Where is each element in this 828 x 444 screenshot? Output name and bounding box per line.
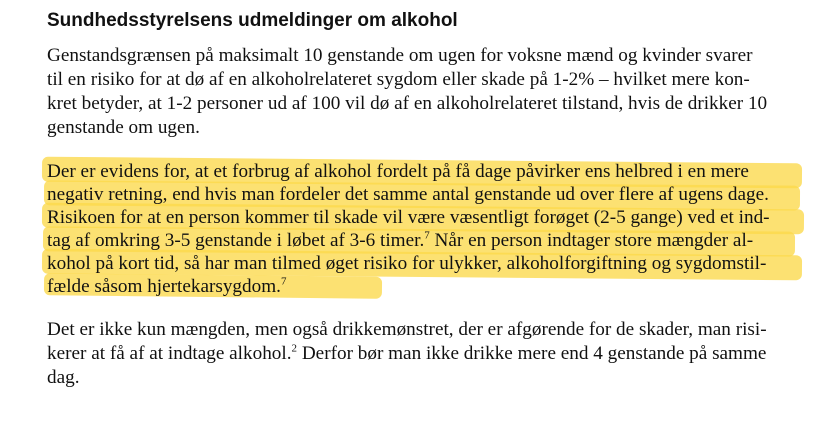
text-line: Risikoen for at en person kommer til skade vil være væsentligt forøget (2-5 gange) ved et ind-: [47, 207, 770, 228]
text-segment: Derfor bør man ikke drikke mere end 4 genstande på samme: [297, 343, 767, 364]
footnote-ref-7[interactable]: 7: [424, 229, 430, 242]
text-line: genstande om ugen.: [47, 117, 200, 138]
text-line: dag.: [47, 367, 80, 388]
text-segment: Når en person indtager store mængder al-: [429, 230, 754, 251]
document-heading: Sundhedsstyrelsens udmeldinger om alkohol: [47, 10, 458, 31]
text-line: kohol på kort tid, så har man tilmed øget risiko for ulykker, alkoholforgiftning og sygdomstil-: [47, 253, 767, 274]
text-line: [47, 275, 286, 299]
text-segment: fælde såsom hjertekarsygdom.: [47, 276, 281, 297]
text-line: Det er ikke kun mængden, men også drikkemønstret, der er afgørende for de skader, man risi-: [47, 319, 767, 340]
text-line: til en risiko for at dø af en alkoholrelateret sygdom eller skade på 1-2% – hvilket mere kon-: [47, 69, 750, 90]
text-line: Genstandsgrænsen på maksimalt 10 genstande om ugen for voksne mænd og kvinder svarer: [47, 45, 753, 66]
text-segment: tag af omkring 3-5 genstande i løbet af 3-6 timer.: [47, 230, 425, 251]
text-line: kret betyder, at 1-2 personer ud af 100 vil dø af en alkoholrelateret tilstand, hvis de drikker 10: [47, 93, 768, 114]
footnote-ref-7[interactable]: 7: [280, 275, 287, 288]
text-line: Der er evidens for, at et forbrug af alkohol fordelt på få dage påvirker ens helbred i en mere: [47, 161, 749, 182]
text-line: negativ retning, end hvis man fordeler det samme antal genstande ud over flere af ugens dage.: [47, 184, 769, 205]
text-line: [47, 229, 753, 253]
text-line: [47, 342, 766, 366]
footnote-ref-2[interactable]: 2: [291, 342, 298, 355]
text-segment: kerer at få af at indtage alkohol.: [47, 343, 292, 364]
